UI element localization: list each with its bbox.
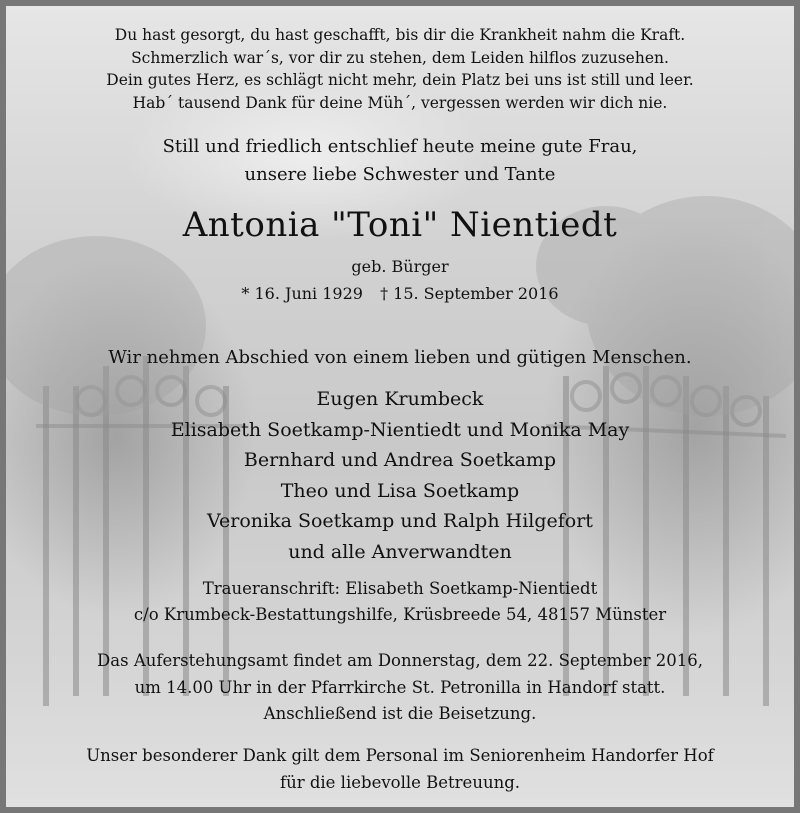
deceased-name: Antonia "Toni" Nientiedt bbox=[182, 205, 618, 245]
service-line: um 14.00 Uhr in der Pfarrkirche St. Petronilla in Handorf statt. bbox=[134, 677, 666, 697]
death-date: † 15. September 2016 bbox=[380, 284, 559, 303]
address-line: Traueranschrift: Elisabeth Soetkamp-Nientiedt bbox=[202, 579, 598, 598]
farewell-statement: Wir nehmen Abschied von einem lieben und gütigen Menschen. bbox=[108, 347, 692, 368]
birth-date: * 16. Juni 1929 bbox=[241, 284, 363, 303]
thanks-line: für die liebevolle Betreuung. bbox=[279, 773, 521, 792]
birth-name: geb. Bürger bbox=[351, 257, 449, 276]
intro-line: unsere liebe Schwester und Tante bbox=[244, 164, 556, 185]
life-dates bbox=[6, 283, 794, 305]
announcement-intro bbox=[6, 133, 794, 189]
poem-line: Du hast gesorgt, du hast geschafft, bis dir die Krankheit nahm die Kraft. bbox=[114, 26, 686, 44]
mourner-line: Veronika Soetkamp und Ralph Hilgefort bbox=[207, 510, 593, 532]
address-line: c/o Krumbeck-Bestattungshilfe, Krüsbreede 54, 48157 Münster bbox=[133, 605, 667, 624]
acknowledgement bbox=[6, 742, 794, 796]
mourner-line: und alle Anverwandten bbox=[288, 540, 512, 563]
thanks-line: Unser besonderer Dank gilt dem Personal im Seniorenheim Handorfer Hof bbox=[86, 746, 714, 765]
mourner-line: Bernhard und Andrea Soetkamp bbox=[243, 449, 557, 471]
intro-line: Still und friedlich entschlief heute meine gute Frau, bbox=[162, 136, 638, 157]
poem-line: Dein gutes Herz, es schlägt nicht mehr, dein Platz bei uns ist still und leer. bbox=[106, 71, 694, 89]
service-line: Das Auferstehungsamt findet am Donnerstag, dem 22. September 2016, bbox=[97, 651, 703, 670]
poem-line: Hab´ tausend Dank für deine Müh´, vergessen werden wir dich nie. bbox=[132, 93, 668, 112]
obituary-text bbox=[6, 6, 794, 807]
mourner-line: Theo und Lisa Soetkamp bbox=[280, 479, 520, 502]
mourner-line: Eugen Krumbeck bbox=[316, 388, 484, 410]
mourning-address bbox=[6, 576, 794, 628]
service-line: Anschließend ist die Beisetzung. bbox=[263, 704, 537, 723]
mourners-list bbox=[6, 384, 794, 567]
mourner-line: Elisabeth Soetkamp-Nientiedt und Monika May bbox=[170, 418, 630, 441]
memorial-poem bbox=[6, 24, 794, 114]
poem-line: Schmerzlich war´s, vor dir zu stehen, dem Leiden hilflos zuzusehen. bbox=[131, 48, 669, 67]
service-details bbox=[6, 648, 794, 728]
